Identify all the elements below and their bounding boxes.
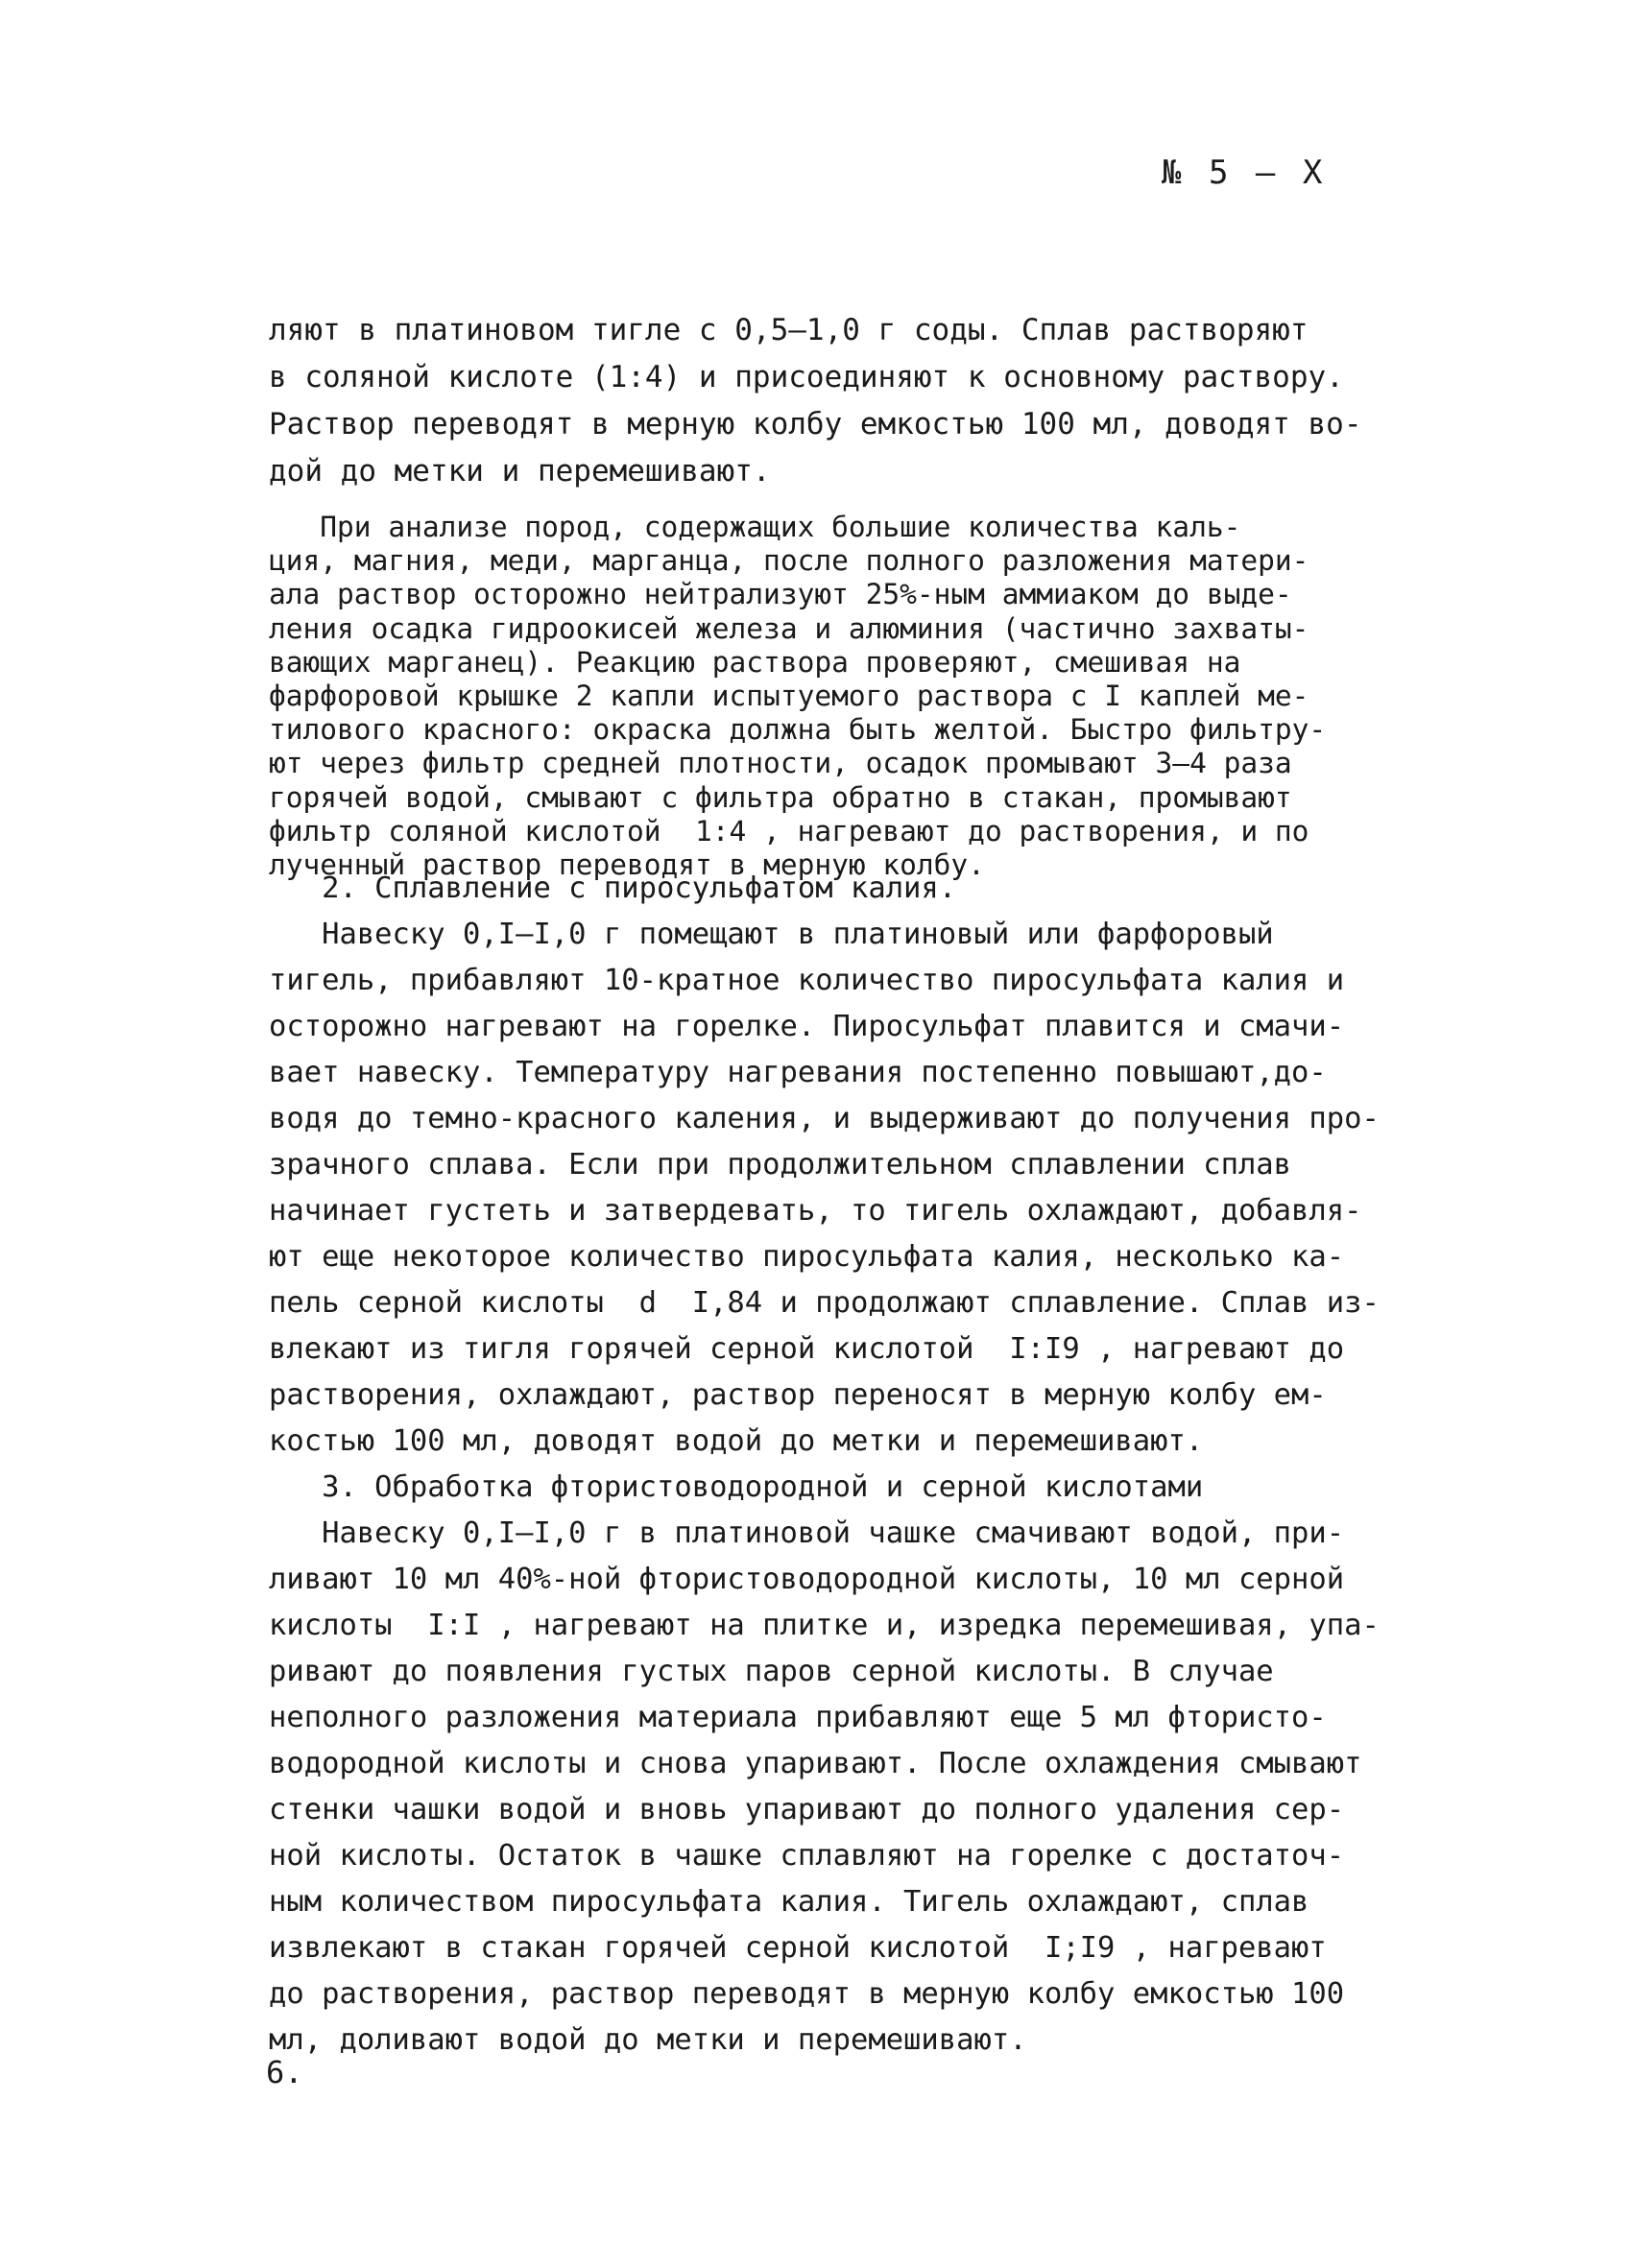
text-line: ляют в платиновом тигле с 0,5–1,0 г соды. Сплав растворяют: [269, 313, 1309, 347]
text-line: извлекают в стакан горячей серной кислотой I;I9 , нагревают: [269, 1931, 1327, 1965]
text-line: фарфоровой крышке 2 капли испытуемого раствора с I каплей ме-: [269, 679, 1309, 712]
text-line: пель серной кислоты d I,84 и продолжают сплавление. Сплав из-: [269, 1286, 1380, 1320]
text-line: осторожно нагревают на горелке. Пиросульфат плавится и смачи-: [269, 1010, 1345, 1043]
text-line: в соляной кислоте (1:4) и присоединяют к основному раствору.: [269, 360, 1344, 394]
text-line: растворения, охлаждают, раствор переносят в мерную колбу ем-: [269, 1378, 1327, 1412]
text-line: ала раствор осторожно нейтрализуют 25%-ным аммиаком до выде-: [269, 578, 1292, 611]
note-small-print: [269, 511, 1402, 882]
text-line: до растворения, раствор переводят в мерную колбу емкостью 100: [269, 1977, 1345, 2011]
text-line: начинает густеть и затвердевать, то тигель охлаждают, добавля-: [269, 1194, 1362, 1228]
text-line: ют еще некоторое количество пиросульфата калия, несколько ка-: [269, 1240, 1345, 1274]
text-line: стенки чашки водой и вновь упаривают до полного удаления сер-: [269, 1793, 1345, 1826]
text-line: зрачного сплава. Если при продолжительном сплавлении сплав: [269, 1148, 1292, 1182]
section-heading: 3. Обработка фтористоводородной и серной кислотами: [269, 1470, 1204, 1504]
text-line: лученный раствор переводят в мерную колбу.: [269, 848, 985, 881]
text-line: горячей водой, смывают с фильтра обратно в стакан, промывают: [269, 780, 1292, 814]
text-line: водородной кислоты и снова упаривают. После охлаждения смывают: [269, 1747, 1362, 1780]
text-line: вающих марганец). Реакцию раствора проверяют, смешивая на: [269, 645, 1241, 679]
text-line: кислоты I:I , нагревают на плитке и, изредка перемешивая, упа-: [269, 1609, 1380, 1642]
document-number-header: № 5 – Х: [1162, 154, 1327, 192]
page-number: 6.: [266, 2054, 303, 2090]
text-line: ным количеством пиросульфата калия. Тигель охлаждают, сплав: [269, 1885, 1309, 1919]
section-heading: 2. Сплавление с пиросульфатом калия.: [269, 871, 957, 905]
text-line: ливают 10 мл 40%-ной фтористоводородной кислоты, 10 мл серной: [269, 1563, 1345, 1596]
text-line: Навеску 0,I–I,0 г в платиновой чашке смачивают водой, при-: [269, 1516, 1345, 1550]
text-line: водя до темно-красного каления, и выдерживают до получения про-: [269, 1102, 1380, 1135]
paragraph-continuation: [269, 307, 1402, 495]
text-line: ной кислоты. Остаток в чашке сплавляют на горелке с достаточ-: [269, 1839, 1345, 1873]
text-line: влекают из тигля горячей серной кислотой I:I9 , нагревают до: [269, 1332, 1345, 1366]
text-line: Раствор переводят в мерную колбу емкостью 100 мл, доводят во-: [269, 407, 1362, 442]
text-line: ления осадка гидроокисей железа и алюминия (частично захваты-: [269, 611, 1309, 645]
text-line: костью 100 мл, доводят водой до метки и перемешивают.: [269, 1424, 1204, 1458]
body-text: [269, 866, 1402, 2064]
text-line: При анализе пород, содержащих большие количества каль-: [269, 511, 1241, 543]
text-line: вает навеску. Температуру нагревания постепенно повышают,до-: [269, 1056, 1327, 1089]
text-line: ривают до появления густых паров серной кислоты. В случае: [269, 1655, 1274, 1688]
text-line: ция, магния, меди, марганца, после полного разложения матери-: [269, 544, 1309, 578]
text-line: тилового красного: окраска должна быть желтой. Быстро фильтру-: [269, 713, 1327, 747]
text-line: фильтр соляной кислотой 1:4 , нагревают до растворения, и по: [269, 814, 1309, 848]
text-line: дой до метки и перемешивают.: [269, 454, 771, 489]
text-line: тигель, прибавляют 10-кратное количество пиросульфата калия и: [269, 964, 1345, 997]
text-line: ют через фильтр средней плотности, осадок промывают 3–4 раза: [269, 747, 1292, 780]
text-line: неполного разложения материала прибавляют еще 5 мл фтористо-: [269, 1701, 1327, 1734]
text-line: мл, доливают водой до метки и перемешивают.: [269, 2023, 1027, 2057]
text-line: Навеску 0,I–I,0 г помещают в платиновый или фарфоровый: [269, 918, 1274, 951]
